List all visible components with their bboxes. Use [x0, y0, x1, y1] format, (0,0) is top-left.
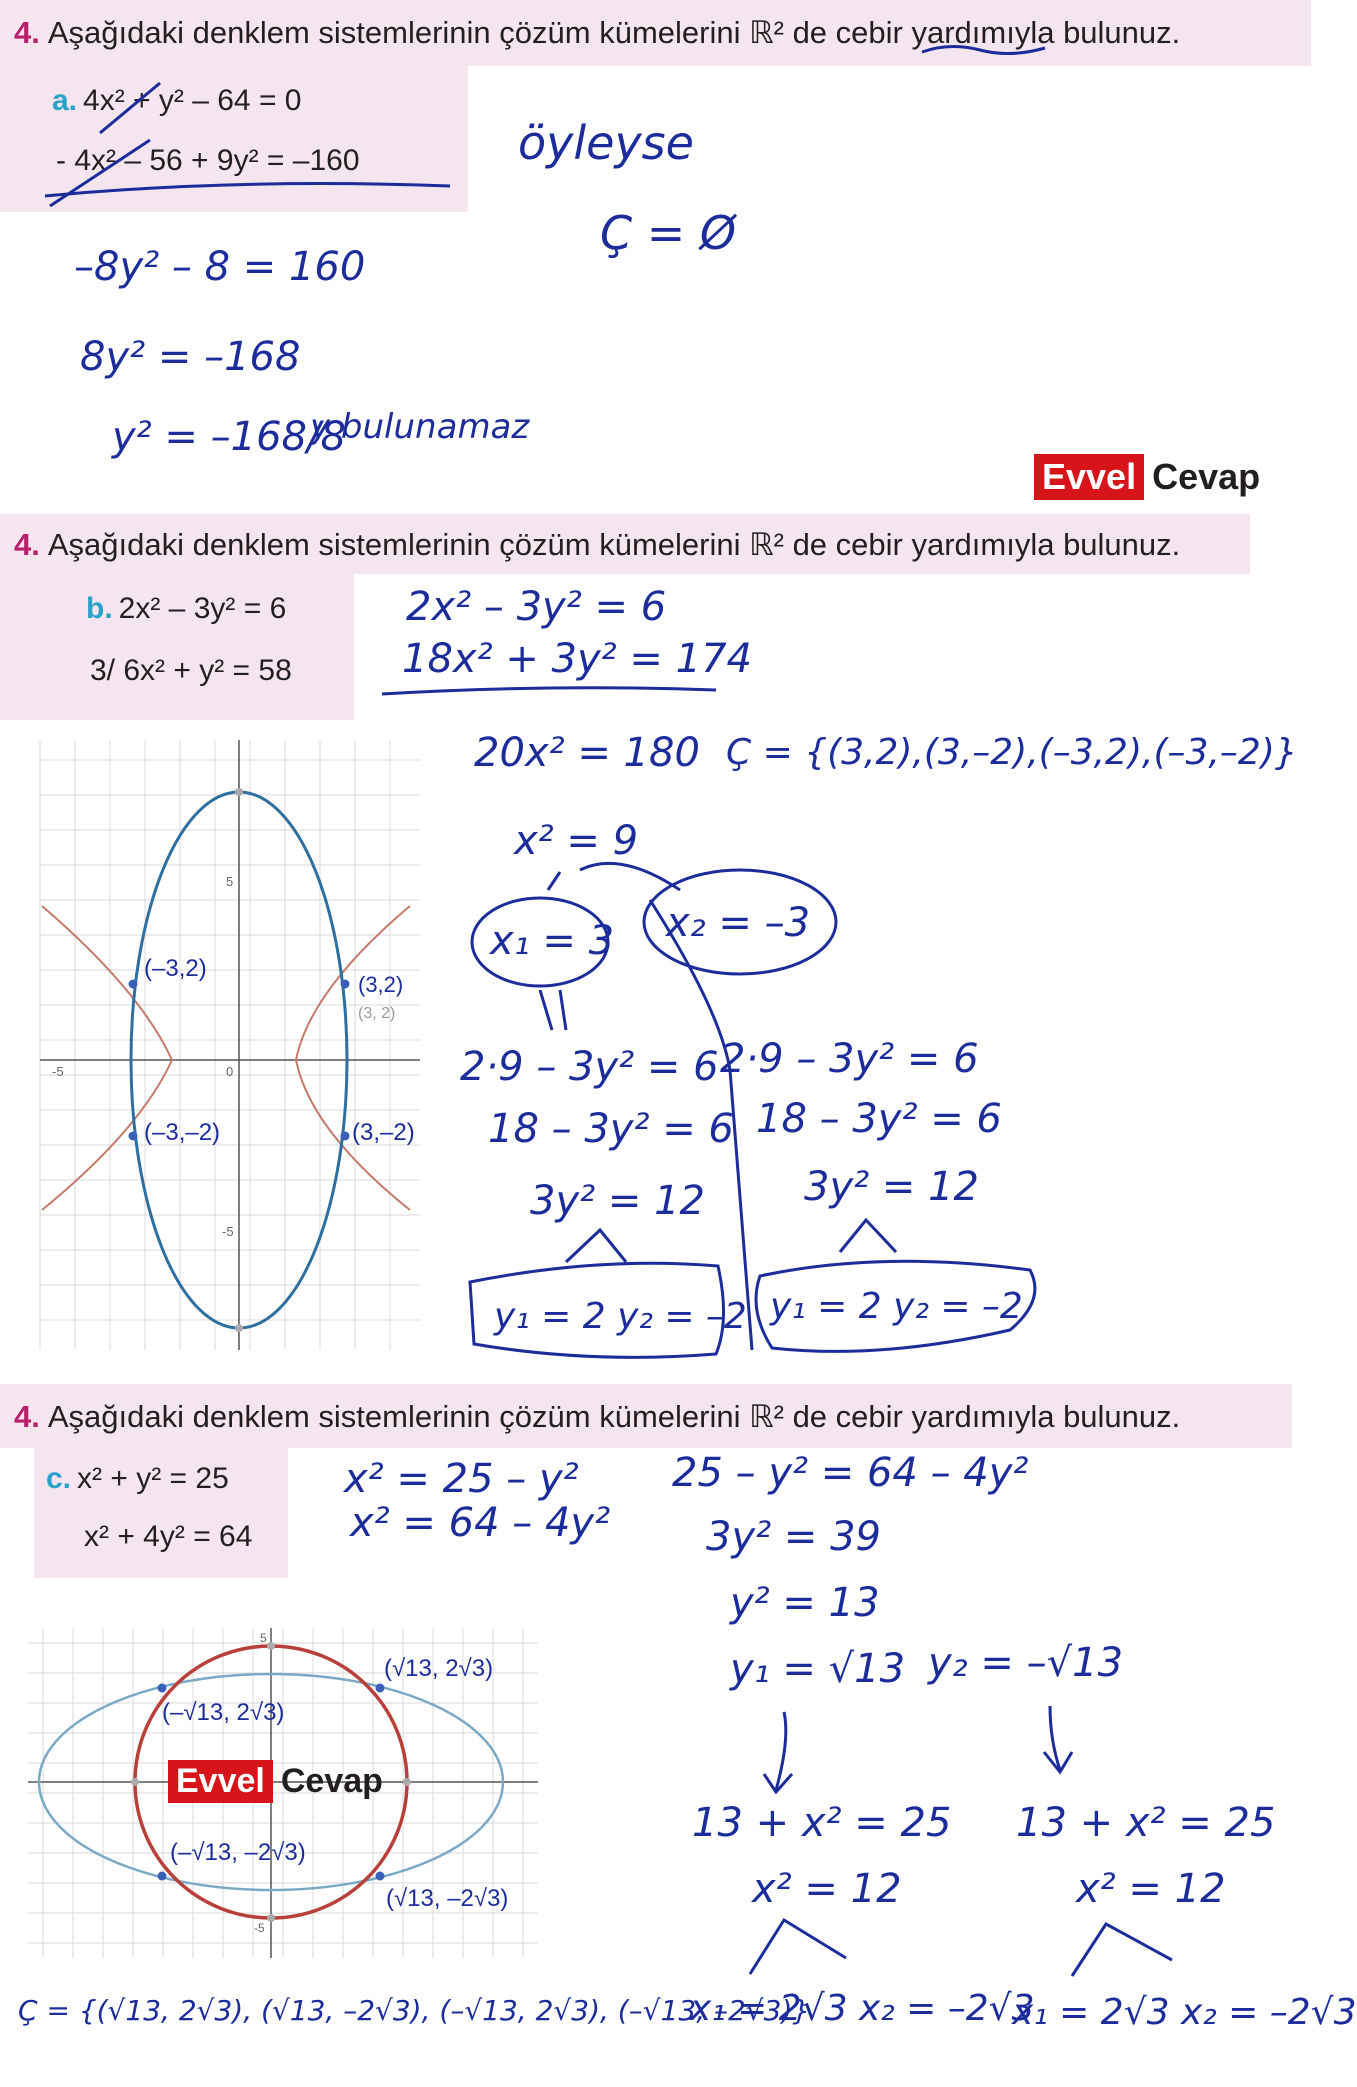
intersection-point [158, 1872, 167, 1881]
tick-label: -5 [254, 1921, 265, 1935]
question-text: Aşağıdaki denklem sistemlerinin çözüm kümelerini ℝ² de cebir yardımıyla bulunuz. [47, 527, 1181, 562]
hw-c-solution-set: Ç = {(√13, 2√3), (√13, –2√3), (–√13, 2√3), (–√13, –2√3)} [18, 1994, 811, 2027]
hw-b-solution-set: Ç = {(3,2),(3,–2),(–3,2),(–3,–2)} [726, 732, 1298, 773]
point-label: (√13, –2√3) [386, 1885, 509, 1912]
question-number: 4. [14, 15, 40, 50]
hw-a-note: y bulunamaz [310, 407, 530, 447]
hw-c-y1: y₁ = √13 [730, 1646, 906, 1692]
brand-part-2: Cevap [280, 1762, 383, 1800]
hw-c-r1: 13 + x² = 25 [1016, 1800, 1276, 1846]
hw-c-l1: 13 + x² = 25 [692, 1800, 952, 1846]
intersection-point [158, 1684, 167, 1693]
item-label: a. [52, 84, 78, 117]
point-label: (–3,–2) [144, 1119, 221, 1146]
point-label: (3,2) [358, 972, 404, 997]
hw-b-l1: 2·9 – 3y² = 6 [460, 1044, 719, 1090]
axis-point [267, 1914, 275, 1922]
hw-a-line2: 8y² = –168 [80, 334, 301, 380]
hw-c-m2: 3y² = 39 [706, 1514, 881, 1560]
intersection-point [376, 1684, 385, 1693]
axis-point [403, 1778, 411, 1786]
hw-b-xsq: x² = 9 [514, 818, 639, 864]
hw-b-top1: 2x² – 3y² = 6 [406, 584, 667, 630]
intersection-point [376, 1872, 385, 1881]
hover-label: (3, 2) [358, 1005, 396, 1022]
hw-c-m1: 25 – y² = 64 – 4y² [672, 1450, 1029, 1496]
hw-a-result: Ç = Ø [600, 206, 737, 260]
point-label: (√13, 2√3) [384, 1655, 494, 1682]
tick-label: -5 [52, 1064, 64, 1079]
equation-text: 2x² – 3y² = 6 [118, 592, 287, 625]
point-label: (–3,2) [144, 955, 207, 982]
equation-text: x² + y² = 25 [77, 1462, 229, 1495]
point-label: (–√13, –2√3) [170, 1839, 306, 1866]
equation-text: 4x² + y² – 64 = 0 [83, 84, 302, 117]
tick-label: 0 [226, 1064, 234, 1079]
hw-b-r3: 3y² = 12 [804, 1164, 979, 1210]
hw-b-r2: 18 – 3y² = 6 [756, 1096, 1002, 1142]
hw-c-r2: x² = 12 [1076, 1866, 1226, 1912]
equation-text: 3/ 6x² + y² = 58 [90, 654, 292, 687]
question-text: Aşağıdaki denklem sistemlerinin çözüm kümelerini ℝ² de cebir yardımıyla bulunuz. [47, 1399, 1181, 1434]
hw-b-l3: 3y² = 12 [530, 1178, 705, 1224]
hw-c-xl: x₁ = 2√3 x₂ = –2√3 [690, 1988, 1035, 2029]
equation-text: - 4x² – 56 + 9y² = –160 [56, 144, 360, 177]
hw-a-oyle: öyleyse [518, 116, 694, 170]
hw-b-l2: 18 – 3y² = 6 [488, 1106, 734, 1152]
hw-c-xr: x₁ = 2√3 x₂ = –2√3 [1012, 1992, 1357, 2033]
hw-c-m3: y² = 13 [730, 1580, 880, 1626]
item-label: c. [46, 1462, 72, 1495]
point-label: (3,–2) [352, 1119, 415, 1146]
hw-b-r1: 2·9 – 3y² = 6 [720, 1036, 979, 1082]
hw-b-x1: x₁ = 3 [490, 918, 615, 964]
hw-b-yl: y₁ = 2 y₂ = –2 [494, 1296, 747, 1337]
hw-a-line1: –8y² – 8 = 160 [74, 244, 366, 290]
hw-b-x2: x₂ = –3 [666, 900, 811, 946]
question-number: 4. [14, 527, 40, 562]
item-label: b. [86, 592, 113, 625]
brand-part-1: Evvel [168, 1760, 273, 1803]
hw-b-sum: 20x² = 180 [474, 730, 700, 776]
brand-logo-graph [168, 1760, 391, 1803]
tick-label: -5 [222, 1224, 234, 1239]
axis-point [267, 1642, 275, 1650]
hw-b-top2: 18x² + 3y² = 174 [402, 636, 752, 682]
tick-label: 5 [226, 874, 234, 889]
tick-label: 5 [260, 1631, 267, 1645]
hw-c-s2: x² = 64 – 4y² [350, 1500, 611, 1546]
hw-c-y2: y₂ = –√13 [928, 1640, 1124, 1686]
question-number: 4. [14, 1399, 40, 1434]
axis-point [131, 1778, 139, 1786]
point-label: (–√13, 2√3) [162, 1699, 285, 1726]
brand-part-2: Cevap [1144, 456, 1268, 498]
equation-text: x² + 4y² = 64 [84, 1520, 253, 1553]
hw-c-l2: x² = 12 [752, 1866, 902, 1912]
hw-a-line3: y² = –168/8 [112, 414, 346, 460]
hw-b-yr: y₁ = 2 y₂ = –2 [770, 1286, 1023, 1327]
hw-c-s1: x² = 25 – y² [344, 1456, 579, 1502]
question-text: Aşağıdaki denklem sistemlerinin çözüm kümelerini ℝ² de cebir yardımıyla bulunuz. [47, 15, 1181, 50]
brand-part-1: Evvel [1034, 454, 1144, 500]
